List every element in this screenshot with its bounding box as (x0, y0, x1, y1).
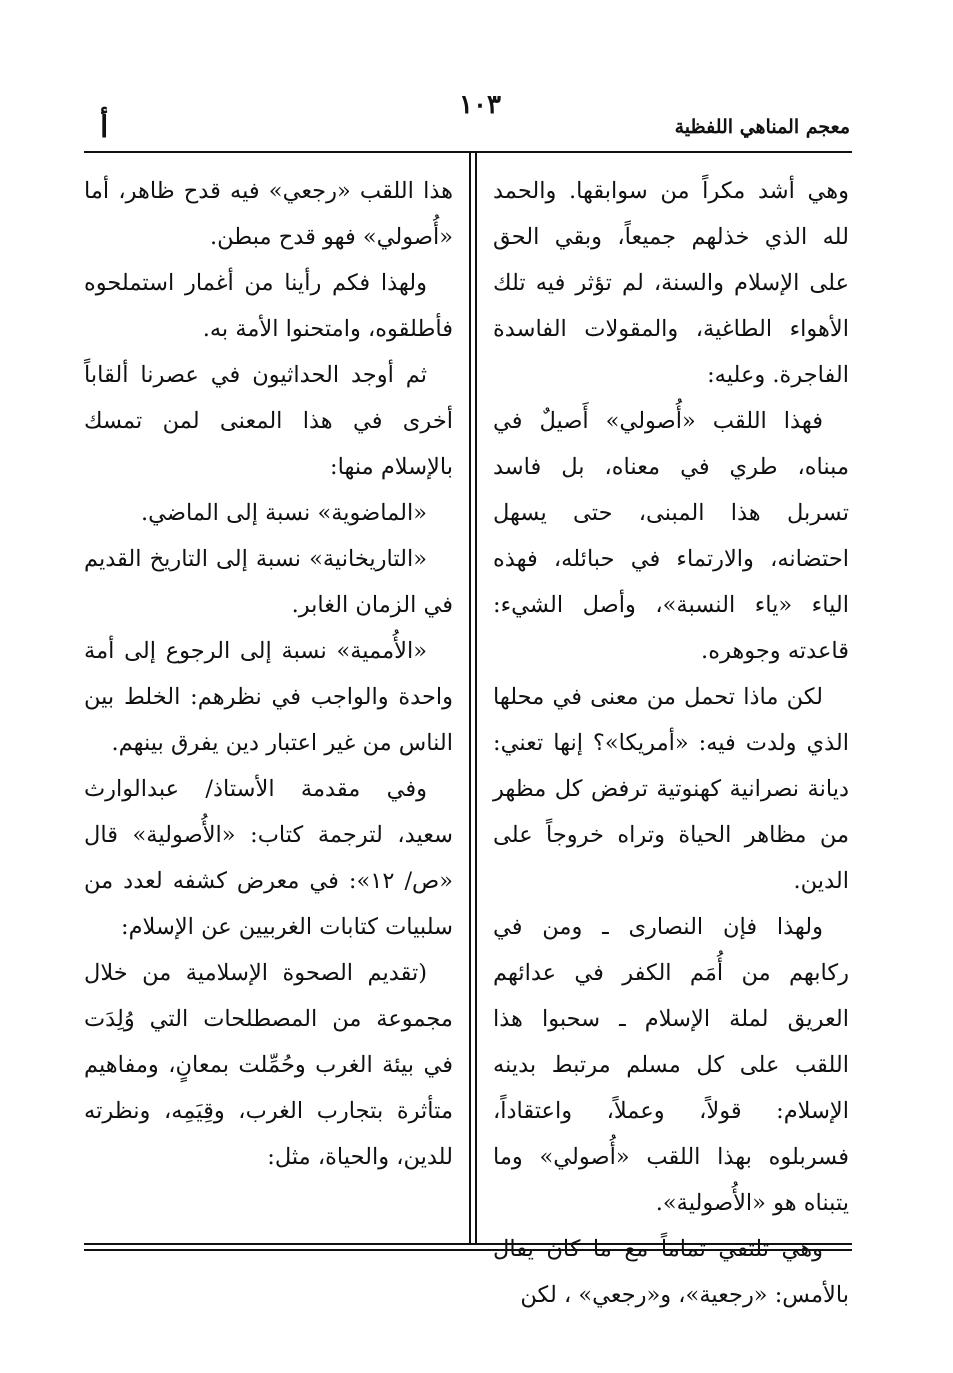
page-header (0, 0, 953, 160)
right-column (493, 168, 849, 1318)
column-divider-left (469, 153, 471, 1243)
paragraph: «التاريخانية» نسبة إلى التاريخ القديم في الزمان الغابر. (84, 546, 453, 618)
letter-marker: أ (100, 110, 109, 145)
paragraph: (تقديم الصحوة الإسلامية من خلال مجموعة من المصطلحات التي وُلِدَت في بيئة الغرب وحُمِّلت بمعانٍ، ومفاهيم متأثرة بتجارب الغرب، وقِيَمِه، ونظرته للدين، والحياة، مثل: (84, 960, 453, 1170)
paragraph: ثم أوجد الحداثيون في عصرنا ألقاباً أخرى في هذا المعنى لمن تمسك بالإسلام منها: (84, 362, 453, 480)
left-column (84, 168, 453, 1180)
header-rule (84, 151, 852, 153)
paragraph: «الأُممية» نسبة إلى الرجوع إلى أمة واحدة والواجب في نظرهم: الخلط بين الناس من غير اعتبار دين يفرق بينهم. (84, 638, 453, 756)
paragraph: وهي تلتقي تماماً مع ما كان يقال بالأمس: «رجعية»، و«رجعي» ، لكن (493, 1236, 849, 1308)
paragraph: هذا اللقب «رجعي» فيه قدح ظاهر، أما «أُصولي» فهو قدح مبطن. (84, 178, 453, 250)
paragraph: ولهذا فكم رأينا من أغمار استملحوه فأطلقوه، وامتحنوا الأمة به. (84, 270, 453, 342)
paragraph: لكن ماذا تحمل من معنى في محلها الذي ولدت فيه: «أمريكا»؟ إنها تعني: ديانة نصرانية كهنوتية ترفض كل مظهر من مظاهر الحياة وتراه خروجاً على الدين. (493, 684, 849, 894)
page-number: ١٠٣ (459, 90, 501, 120)
paragraph: فهذا اللقب «أُصولي» أَصيلٌ في مبناه، طري في معناه، بل فاسد تسربل هذا المبنى، حتى يسهل احتضانه، والارتماء في حبائله، فهذه الياء «ياء النسبة»، وأصل الشيء: قاعدته وجوهره. (493, 408, 849, 664)
paragraph: وفي مقدمة الأستاذ/ عبدالوارث سعيد، لترجمة كتاب: «الأُصولية» قال «ص/ ١٢»: في معرض كشفه لعدد من سلبيات كتابات الغربيين عن الإسلام: (84, 776, 453, 940)
column-divider-right (475, 153, 477, 1243)
paragraph: ولهذا فإن النصارى ـ ومن في ركابهم من أُمَم الكفر في عدائهم العريق لملة الإسلام ـ سحبوا هذا اللقب على كل مسلم مرتبط بدينه الإسلام: قولاً، وعملاً، واعتقاداً، فسربلوه بهذا اللقب «أُصولي» وما يتبناه هو «الأُصولية». (493, 914, 849, 1216)
paragraph: «الماضوية» نسبة إلى الماضي. (140, 500, 427, 526)
paragraph: وهي أشد مكراً من سوابقها. والحمد لله الذي خذلهم جميعاً، وبقي الحق على الإسلام والسنة، لم تؤثر فيه تلك الأهواء الطاغية، والمقولات الفاسدة الفاجرة. وعليه: (493, 178, 849, 388)
running-title: معجم المناهي اللفظية (674, 116, 850, 138)
